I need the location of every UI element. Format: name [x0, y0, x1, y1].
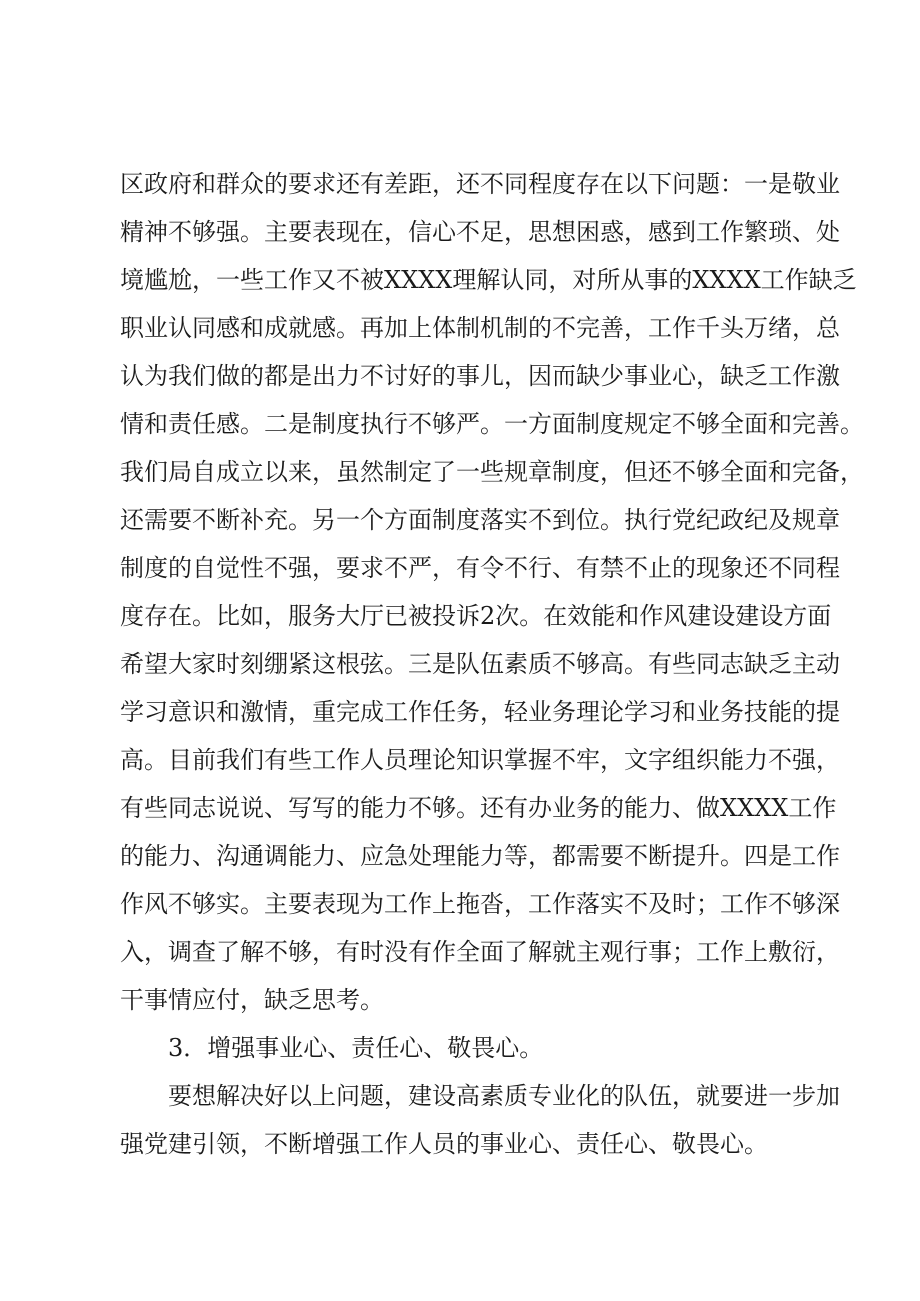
text-line: 要想解决好以上问题，建设高素质专业化的队伍，就要进一步加	[168, 1082, 840, 1110]
section-heading: 3．增强事业心、责任心、敬畏心。	[168, 1034, 544, 1062]
text-line: 认为我们做的都是出力不讨好的事儿，因而缺少事业心，缺乏工作激	[120, 362, 840, 390]
text-line: 职业认同感和成就感。再加上体制机制的不完善，工作千头万绪，总	[120, 314, 840, 342]
document-body	[120, 160, 864, 1168]
text-line: 希望大家时刻绷紧这根弦。三是队伍素质不够高。有些同志缺乏主动	[120, 650, 840, 678]
text-line: 作风不够实。主要表现为工作上拖沓，工作落实不及时；工作不够深	[120, 890, 840, 918]
text-line: 高。目前我们有些工作人员理论知识掌握不牢，文字组织能力不强，	[120, 746, 840, 774]
text-line: 有些同志说说、写写的能力不够。还有办业务的能力、做XXXX工作	[120, 794, 837, 822]
text-line: 境尴尬，一些工作又不被XXXX理解认同，对所从事的XXXX工作缺乏	[120, 266, 857, 294]
text-line: 我们局自成立以来，虽然制定了一些规章制度，但还不够全面和完备，	[120, 458, 864, 486]
text-line: 的能力、沟通调能力、应急处理能力等，都需要不断提升。四是工作	[120, 842, 840, 870]
text-line: 区政府和群众的要求还有差距，还不同程度存在以下问题：一是敬业	[120, 170, 840, 198]
text-line: 制度的自觉性不强，要求不严，有令不行、有禁不止的现象还不同程	[120, 554, 840, 582]
text-line: 强党建引领，不断增强工作人员的事业心、责任心、敬畏心。	[120, 1130, 768, 1158]
text-line: 入，调查了解不够，有时没有作全面了解就主观行事；工作上敷衍，	[120, 938, 840, 966]
text-line: 学习意识和激情，重完成工作任务，轻业务理论学习和业务技能的提	[120, 698, 840, 726]
text-line: 情和责任感。二是制度执行不够严。一方面制度规定不够全面和完善。	[120, 410, 864, 438]
text-line: 度存在。比如，服务大厅已被投诉2次。在效能和作风建设建设方面	[120, 602, 832, 630]
text-line: 干事情应付，缺乏思考。	[120, 986, 384, 1014]
text-line: 精神不够强。主要表现在，信心不足，思想困惑，感到工作繁琐、处	[120, 218, 840, 246]
text-line: 还需要不断补充。另一个方面制度落实不到位。执行党纪政纪及规章	[120, 506, 840, 534]
